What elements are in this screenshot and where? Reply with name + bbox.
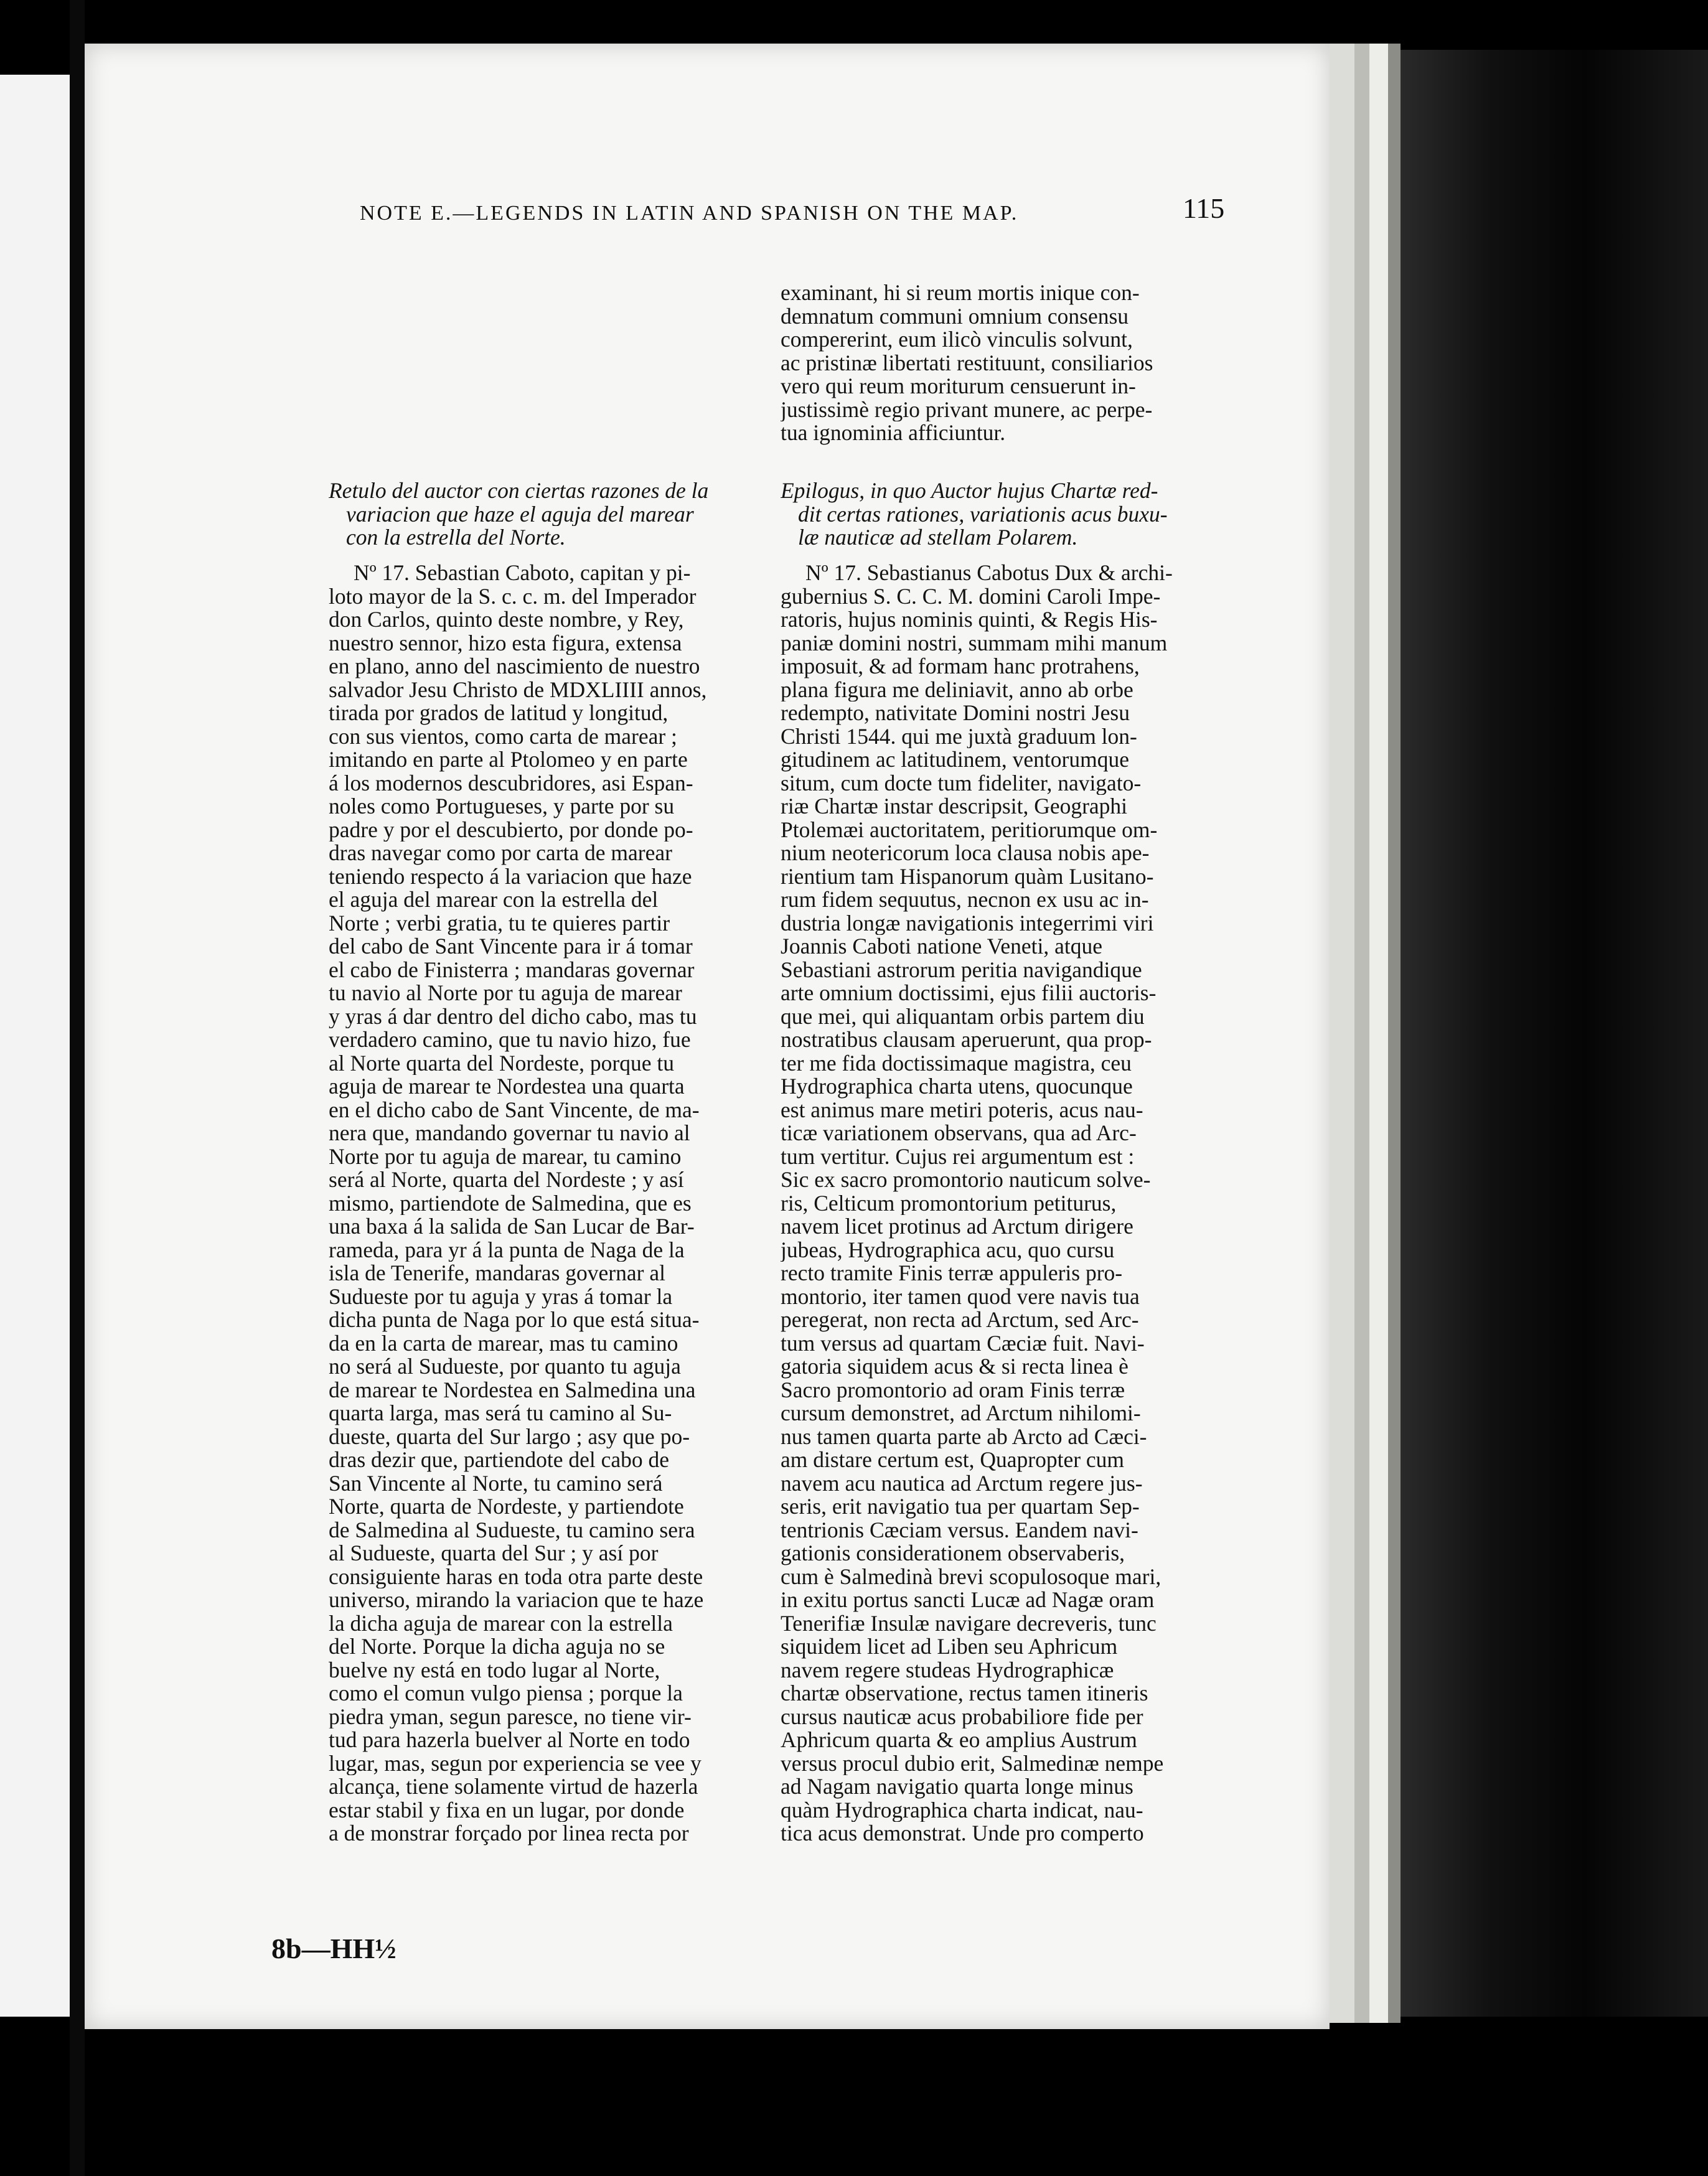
text-line: Tenerifiæ Insulæ navigare decreveris, tunc (781, 1611, 1157, 1635)
text-line: navem acu nautica ad Arctum regere jus- (781, 1471, 1143, 1495)
text-line: mismo, partiendote de Salmedina, que es (329, 1191, 692, 1215)
text-line: lugar, mas, segun por experiencia se vee y (329, 1752, 702, 1775)
text-line: siquidem licet ad Liben seu Aphricum (781, 1635, 1118, 1659)
text-line: verdadero camino, que tu navio hizo, fue (329, 1028, 691, 1052)
text-line: teniendo respecto á la variacion que haze (329, 865, 692, 888)
text-line: imitando en parte al Ptolomeo y en parte (329, 748, 688, 772)
text-line: dueste, quarta del Sur largo ; asy que po- (329, 1425, 690, 1448)
book-gutter (70, 0, 85, 2176)
text-line: no será al Sudueste, por quanto tu aguja (329, 1355, 681, 1379)
text-line: versus procul dubio erit, Salmedinæ nempe (781, 1752, 1164, 1775)
text-line: don Carlos, quinto deste nombre, y Rey, (329, 608, 684, 632)
text-line: imposuit, & ad formam hanc protrahens, (781, 655, 1140, 678)
text-line: una baxa á la salida de San Lucar de Bar- (329, 1215, 695, 1239)
text-line: dras dezir que, partiendote del cabo de (329, 1448, 670, 1472)
text-line: a de monstrar forçado por linea recta por (329, 1822, 689, 1845)
text-line: Ptolemæi auctoritatem, peritiorumque om- (781, 818, 1158, 842)
text-line: dustria longæ navigationis integerrimi viri (781, 911, 1154, 935)
text-line: Hydrographica charta utens, quocunque (781, 1075, 1133, 1099)
printer-signature-mark: 8b—HH½ (271, 1933, 396, 1964)
text-line: montorio, iter tamen quod vere navis tua (781, 1285, 1140, 1308)
text-line: de marear te Nordestea en Salmedina una (329, 1378, 696, 1402)
text-line: el cabo de Finisterra ; mandaras governar (329, 958, 695, 982)
text-line: estar stabil y fixa en un lugar, por donde (329, 1798, 685, 1822)
text-line: quarta larga, mas será tu camino al Su- (329, 1402, 672, 1425)
text-line: gubernius S. C. C. M. domini Caroli Impe- (781, 584, 1161, 608)
text-line: tud para hazerla buelver al Norte en todo (329, 1728, 690, 1752)
text-line: tum vertitur. Cujus rei argumentum est : (781, 1145, 1135, 1168)
text-line: Retulo del auctor con ciertas razones de la (329, 479, 709, 503)
spanish-heading (329, 479, 789, 550)
page-edge-stack (1354, 44, 1369, 2023)
text-line: tua ignominia afficiuntur. (781, 421, 1006, 445)
text-line: San Vincente al Norte, tu camino será (329, 1471, 663, 1495)
text-line: Sacro promontorio ad oram Finis terræ (781, 1378, 1125, 1402)
text-line: cursum demonstret, ad Arctum nihilomi- (781, 1402, 1141, 1425)
text-line: plana figura me deliniavit, anno ab orbe (781, 678, 1133, 701)
text-line: paniæ domini nostri, summam mihi manum (781, 631, 1168, 655)
spanish-legend-text (329, 561, 789, 1845)
text-line: examinant, hi si reum mortis inique con- (781, 281, 1140, 305)
text-line: seris, erit navigatio tua per quartam Sep- (781, 1495, 1140, 1519)
text-line: justissimè regio privant munere, ac perpe- (781, 398, 1153, 421)
text-line: Norte ; verbi gratia, tu te quieres partir (329, 911, 670, 935)
text-line: de Salmedina al Sudueste, tu camino sera (329, 1518, 695, 1542)
page-edge-stack (1369, 44, 1388, 2023)
text-line: rameda, para yr á la punta de Naga de la (329, 1238, 685, 1262)
text-line: ac pristinæ libertati restituunt, consiliarios (781, 351, 1153, 375)
text-line: la dicha aguja de marear con la estrella (329, 1611, 673, 1635)
text-line: del Norte. Porque la dicha aguja no se (329, 1635, 665, 1659)
book-binding-shadow (1401, 50, 1708, 2017)
text-line: ris, Celticum promontorium petiturus, (781, 1191, 1117, 1215)
text-line: compererint, eum ilicò vinculis solvunt, (781, 328, 1133, 352)
text-line: dicha punta de Naga por lo que está situa- (329, 1308, 700, 1332)
text-line: Sudueste por tu aguja y yras á tomar la (329, 1285, 673, 1308)
page-edge-stack (1330, 44, 1354, 2023)
text-line: Aphricum quarta & eo amplius Austrum (781, 1728, 1137, 1752)
text-line: nera que, mandando governar tu navio al (329, 1122, 690, 1145)
text-line: alcança, tiene solamente virtud de hazerla (329, 1775, 698, 1799)
text-line: Nº 17. Sebastianus Cabotus Dux & archi- (805, 561, 1173, 585)
text-line: con sus vientos, como carta de marear ; (329, 725, 677, 748)
text-line: vero qui reum moriturum censuerunt in- (781, 375, 1136, 398)
text-line: gitudinem ac latitudinem, ventorumque (781, 748, 1129, 772)
page-number: 115 (1183, 192, 1225, 224)
text-line: variacion que haze el aguja del marear (346, 502, 694, 526)
text-line: noles como Portugueses, y parte por su (329, 795, 675, 818)
text-line: da en la carta de marear, mas tu camino (329, 1331, 678, 1355)
text-line: buelve ny está en todo lugar al Norte, (329, 1658, 660, 1682)
text-line: en el dicho cabo de Sant Vincente, de ma- (329, 1098, 700, 1122)
text-line: como el comun vulgo piensa ; porque la (329, 1682, 683, 1705)
text-line: dit certas rationes, variationis acus buxu- (798, 502, 1168, 526)
text-line: salvador Jesu Christo de MDXLIIII annos, (329, 678, 707, 701)
text-line: loto mayor de la S. c. c. m. del Imperador (329, 584, 697, 608)
latin-heading (781, 479, 1241, 550)
text-line: consiguiente haras en toda otra parte deste (329, 1565, 703, 1588)
text-line: peregerat, non recta ad Arctum, sed Arc- (781, 1308, 1139, 1332)
text-line: y yras á dar dentro del dicho cabo, mas tu (329, 1005, 697, 1028)
text-line: al Sudueste, quarta del Sur ; y así por (329, 1542, 659, 1565)
facing-page-edge (0, 75, 70, 2017)
text-line: Norte, quarta de Nordeste, y partiendote (329, 1495, 684, 1519)
text-line: ticæ variationem observans, qua ad Arc- (781, 1122, 1137, 1145)
text-line: est animus mare metiri poteris, acus nau- (781, 1098, 1143, 1122)
text-line: nium neotericorum loca clausa nobis ape- (781, 842, 1150, 865)
text-line: chartæ observatione, rectus tamen itineris (781, 1682, 1148, 1705)
text-line: ratoris, hujus nominis quinti, & Regis His- (781, 608, 1158, 632)
text-line: Joannis Caboti natione Veneti, atque (781, 935, 1102, 959)
text-line: navem regere studeas Hydrographicæ (781, 1658, 1114, 1682)
text-line: nostratibus clausam aperuerunt, qua prop- (781, 1028, 1152, 1052)
running-head: NOTE E.—LEGENDS IN LATIN AND SPANISH ON THE MAP. (360, 202, 1019, 225)
text-line: navem licet protinus ad Arctum dirigere (781, 1215, 1133, 1239)
text-line: recto tramite Finis terræ appuleris pro- (781, 1262, 1123, 1285)
text-line: aguja de marear te Nordestea una quarta (329, 1075, 685, 1099)
text-line: nus tamen quarta parte ab Arcto ad Cæci- (781, 1425, 1147, 1448)
text-line: ter me fida doctissimaque magistra, ceu (781, 1051, 1132, 1075)
text-line: tirada por grados de latitud y longitud, (329, 701, 669, 725)
text-line: situm, cum docte tum fideliter, navigato- (781, 771, 1142, 795)
text-line: Sic ex sacro promontorio nauticum solve- (781, 1168, 1151, 1192)
text-line: padre y por el descubierto, por donde po- (329, 818, 693, 842)
text-line: am distare certum est, Quapropter cum (781, 1448, 1125, 1472)
text-line: Nº 17. Sebastian Caboto, capitan y pi- (354, 561, 691, 585)
text-line: piedra yman, segun paresce, no tiene vir- (329, 1705, 692, 1728)
page-edge-stack (1388, 44, 1401, 2023)
right-continuation-block (781, 281, 1241, 445)
text-line: gationis considerationem observaberis, (781, 1542, 1125, 1565)
text-line: cursus nauticæ acus probabiliore fide per (781, 1705, 1143, 1728)
text-line: quàm Hydrographica charta indicat, nau- (781, 1798, 1143, 1822)
text-line: nuestro sennor, hizo esta figura, extensa (329, 631, 682, 655)
text-line: demnatum communi omnium consensu (781, 304, 1129, 328)
text-line: in exitu portus sancti Lucæ ad Nagæ oram (781, 1588, 1155, 1612)
latin-legend-text (781, 561, 1241, 1845)
text-line: redempto, nativitate Domini nostri Jesu (781, 701, 1130, 725)
text-line: en plano, anno del nascimiento de nuestro (329, 655, 700, 678)
text-line: tu navio al Norte por tu aguja de marear (329, 982, 682, 1005)
text-line: gatoria siquidem acus & si recta linea è (781, 1355, 1128, 1379)
text-line: Christi 1544. qui me juxtà graduum lon- (781, 725, 1137, 748)
text-line: arte omnium doctissimi, ejus filii auctoris- (781, 982, 1157, 1005)
text-line: læ nauticæ ad stellam Polarem. (798, 526, 1078, 550)
text-line: isla de Tenerife, mandaras governar al (329, 1262, 665, 1285)
text-line: universo, mirando la variacion que te haze (329, 1588, 704, 1612)
text-line: tica acus demonstrat. Unde pro comperto (781, 1822, 1144, 1845)
text-line: á los modernos descubridores, asi Espan- (329, 771, 693, 795)
text-line: del cabo de Sant Vincente para ir á tomar (329, 935, 693, 959)
text-line: que mei, qui aliquantam orbis partem diu (781, 1005, 1145, 1028)
text-line: jubeas, Hydrographica acu, quo cursu (781, 1238, 1115, 1262)
text-line: Sebastiani astrorum peritia navigandique (781, 958, 1142, 982)
text-line: Norte por tu aguja de marear, tu camino (329, 1145, 682, 1168)
text-line: será al Norte, quarta del Nordeste ; y así (329, 1168, 684, 1192)
text-line: rum fidem sequutus, necnon ex usu ac in- (781, 888, 1149, 912)
text-line: rientium tam Hispanorum quàm Lusitano- (781, 865, 1154, 888)
text-line: dras navegar como por carta de marear (329, 842, 672, 865)
text-line: el aguja del marear con la estrella del (329, 888, 659, 912)
text-line: al Norte quarta del Nordeste, porque tu (329, 1051, 674, 1075)
text-line: tum versus ad quartam Cæciæ fuit. Navi- (781, 1331, 1145, 1355)
text-line: ad Nagam navigatio quarta longe minus (781, 1775, 1133, 1799)
text-line: cum è Salmedinà brevi scopulosoque mari, (781, 1565, 1161, 1588)
text-line: tentrionis Cæciam versus. Eandem navi- (781, 1518, 1138, 1542)
text-line: con la estrella del Norte. (346, 526, 566, 550)
text-line: riæ Chartæ instar descripsit, Geographi (781, 795, 1128, 818)
text-line: Epilogus, in quo Auctor hujus Chartæ red- (781, 479, 1158, 503)
